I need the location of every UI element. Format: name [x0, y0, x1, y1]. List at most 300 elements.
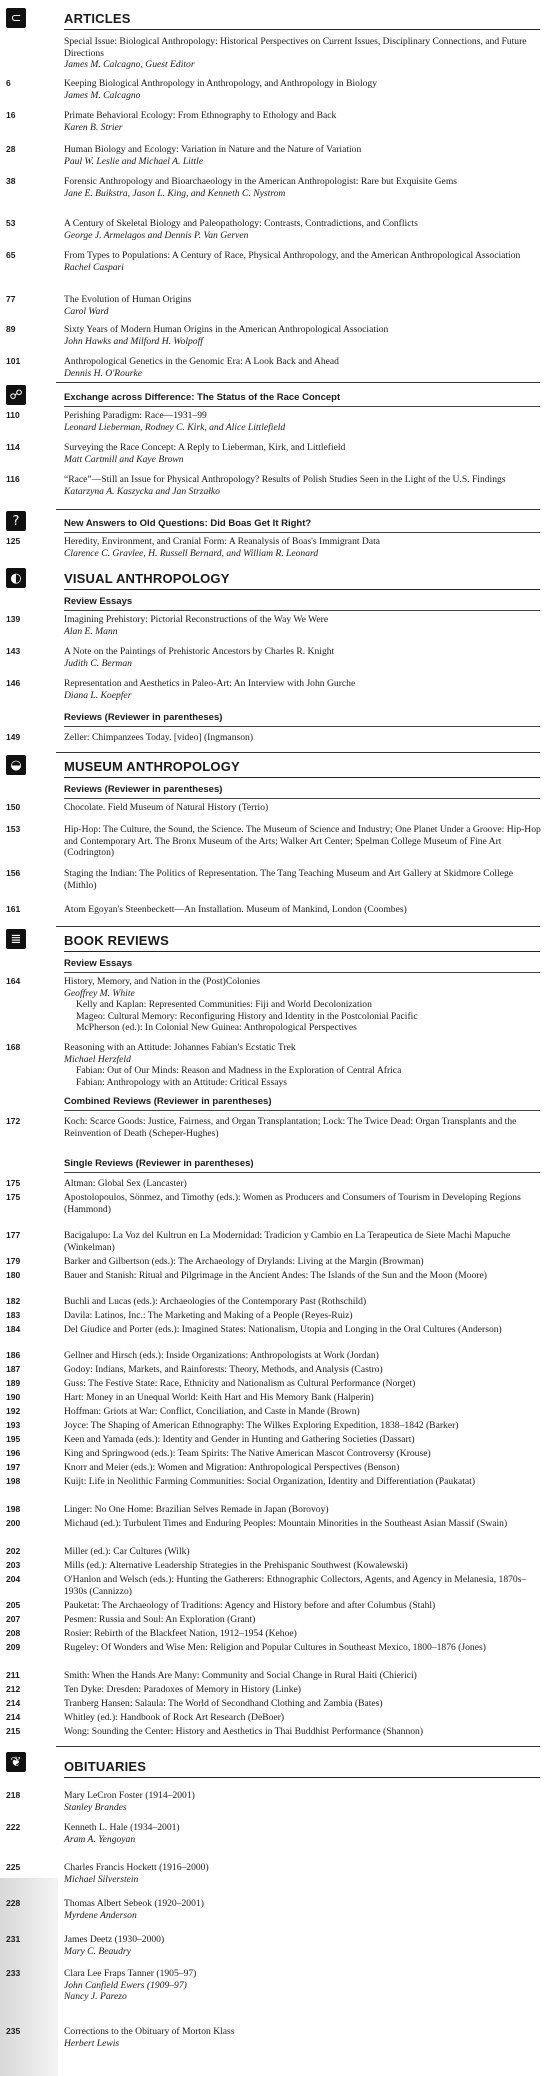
entry-authors: Stanley Brandes	[64, 1801, 127, 1813]
entry-body	[64, 1684, 542, 1696]
page-number: 212	[6, 1684, 21, 1694]
toc-entry	[0, 1546, 542, 1558]
entry-authors: Michael Herzfeld	[64, 1053, 131, 1065]
page-number: 214	[6, 1712, 21, 1722]
entry-body	[64, 1968, 542, 2003]
entry-title: Knorr and Meier (eds.): Women and Migration: Anthropological Perspectives (Benson)	[64, 1462, 400, 1473]
toc-entry	[0, 1448, 542, 1460]
entry-body	[64, 536, 542, 559]
page-number: 218	[6, 1790, 21, 1800]
toc-entry	[0, 536, 542, 559]
toc-entry	[0, 1790, 542, 1813]
toc-entry	[0, 678, 542, 701]
toc-entry	[0, 1518, 542, 1530]
entry-title: Primate Behavioral Ecology: From Ethnography to Ethology and Back	[64, 110, 337, 121]
entry-body	[64, 1898, 542, 1921]
toc-entry	[0, 868, 542, 891]
entry-authors: Jane E. Buikstra, Jason L. King, and Kenneth C. Nystrom	[64, 187, 286, 199]
entry-title: Clara Lee Fraps Tanner (1905–97)	[64, 1968, 197, 1979]
entry-body	[64, 646, 542, 669]
toc-entry	[0, 824, 542, 859]
toc-entry	[0, 1350, 542, 1362]
entry-body	[64, 1420, 542, 1432]
entry-authors: James M. Calcagno, Guest Editor	[64, 59, 195, 70]
entry-title: Guss: The Festive State: Race, Ethnicity and Nationalism as Cultural Performance (Norget)	[64, 1378, 416, 1389]
entry-body	[64, 1670, 542, 1682]
toc-entry	[0, 614, 542, 637]
page-number: 200	[6, 1518, 21, 1528]
entry-body	[64, 1822, 542, 1845]
toc-entry	[0, 410, 542, 433]
toc-entry	[0, 1178, 542, 1190]
entry-title: Hip-Hop: The Culture, the Sound, the Science. The Museum of Science and Industry; One Planet Under a Groove: Hip-Hop and Contemporary Art. The Bronx Museum of the Arts; Walker Art Center; Spelman College Museum of Fine Art (Codrington)	[64, 824, 541, 858]
question-icon: ?	[6, 511, 26, 531]
page-number: 139	[6, 614, 21, 624]
toc-entry	[0, 1726, 542, 1738]
toc-entry	[0, 324, 542, 347]
toc-entry	[0, 1406, 542, 1418]
entry-title: Imagining Prehistory: Pictorial Reconstructions of the Way We Were	[64, 614, 329, 625]
page-number: 183	[6, 1310, 21, 1320]
page-number: 172	[6, 1116, 21, 1126]
entry-body	[64, 868, 542, 891]
entry-body	[64, 1790, 542, 1813]
entry-body	[64, 2026, 542, 2049]
toc-entry	[0, 646, 542, 669]
page-number: 110	[6, 410, 20, 420]
entry-authors: George J. Armelagos and Dennis P. Van Gerven	[64, 229, 249, 241]
page-number: 156	[6, 868, 21, 878]
toc-entry	[0, 218, 542, 241]
toc-entry	[0, 1628, 542, 1640]
page-number: 179	[6, 1256, 21, 1266]
entry-body	[64, 1378, 542, 1390]
entry-body	[64, 904, 542, 916]
entry-title: Davila: Latinos, Inc.: The Marketing and Making of a People (Reyes-Ruiz)	[64, 1310, 353, 1321]
toc-entry	[0, 1230, 542, 1253]
entry-body	[64, 144, 542, 167]
page-number: 6	[6, 78, 11, 88]
entry-body	[64, 110, 542, 133]
entry-title: The Evolution of Human Origins	[64, 294, 192, 305]
subsection-heading: Review Essays	[64, 958, 540, 973]
page-number: 209	[6, 1642, 21, 1652]
entry-title: Ten Dyke: Dresden: Paradoxes of Memory in History (Linke)	[64, 1684, 301, 1695]
page-number: 233	[6, 1968, 21, 1978]
page-number: 180	[6, 1270, 21, 1280]
page-number: 196	[6, 1448, 21, 1458]
toc-entry	[0, 1504, 542, 1516]
toc-entry	[0, 1310, 542, 1322]
entry-title: Whitley (ed.): Handbook of Rock Art Research (DeBoer)	[64, 1712, 285, 1723]
page-number: 153	[6, 824, 21, 834]
section-heading: VISUAL ANTHROPOLOGY	[64, 572, 540, 590]
entry-body	[64, 1642, 542, 1654]
entry-body	[64, 1712, 542, 1724]
toc-entry	[0, 976, 542, 1034]
entry-title: Kenneth L. Hale (1934–2001)	[64, 1822, 180, 1833]
page-number: 189	[6, 1378, 21, 1388]
entry-body	[64, 442, 542, 465]
entry-title: Miller (ed.): Car Cultures (Wilk)	[64, 1546, 190, 1557]
entry-title: A Note on the Paintings of Prehistoric Ancestors by Charles R. Knight	[64, 646, 335, 657]
entry-title: Wong: Sounding the Center: History and Aesthetics in Thai Buddhist Performance (Shannon)	[64, 1726, 424, 1737]
entry-body	[64, 802, 542, 814]
toc-entry	[0, 1822, 542, 1845]
toc-entry	[0, 78, 542, 101]
entry-title: Hart: Money in an Unequal World: Keith Hart and His Memory Bank (Halperin)	[64, 1392, 374, 1403]
entry-authors: Nancy J. Parezo	[64, 1991, 127, 2002]
entry-title: Representation and Aesthetics in Paleo-Art: An Interview with John Gurche	[64, 678, 356, 689]
entry-body	[64, 1350, 542, 1362]
entry-body	[64, 1178, 542, 1190]
entry-body	[64, 1116, 542, 1139]
reviewed-work: Fabian: Anthropology with an Attitude: Critical Essays	[76, 1076, 288, 1088]
subsection-heading: New Answers to Old Questions: Did Boas Get It Right?	[64, 518, 540, 533]
entry-title: Special Issue: Biological Anthropology: Historical Perspectives on Current Issues, Disciplinary Connections, and Future Directions	[64, 36, 527, 59]
toc-entry	[0, 1420, 542, 1432]
entry-body	[64, 36, 542, 71]
entry-authors: Judith C. Berman	[64, 657, 132, 669]
entry-title: Surveying the Race Concept: A Reply to Lieberman, Kirk, and Littlefield	[64, 442, 346, 453]
page-number: 207	[6, 1614, 21, 1624]
reviewed-work: Fabian: Out of Our Minds: Reason and Madness in the Exploration of Central Africa	[76, 1065, 402, 1076]
toc-entry	[0, 1042, 542, 1088]
entry-body	[64, 1862, 542, 1885]
page-number: 228	[6, 1898, 21, 1908]
page-number: 16	[6, 110, 16, 120]
toc-entry	[0, 442, 542, 465]
reviewed-work: Kelly and Kaplan: Represented Communities: Fiji and World Decolonization	[76, 999, 372, 1010]
entry-body	[64, 1256, 542, 1268]
entry-title: Mills (ed.): Alternative Leadership Strategies in the Prehispanic Southwest (Kowalewski)	[64, 1560, 408, 1571]
entry-title: Pauketat: The Archaeology of Traditions: Agency and History before and after Columbus (Stahl)	[64, 1600, 436, 1611]
entry-body	[64, 1310, 542, 1322]
entry-body	[64, 176, 542, 199]
page-number: 193	[6, 1420, 21, 1430]
toc-entry	[0, 1712, 542, 1724]
entry-title: Sixty Years of Modern Human Origins in the American Anthropological Association	[64, 324, 389, 335]
entry-title: Pesmen: Russia and Soul: An Exploration (Grant)	[64, 1614, 256, 1625]
entry-authors: Clarence C. Gravlee, H. Russell Bernard, and William R. Leonard	[64, 547, 319, 559]
toc-entry	[0, 1462, 542, 1474]
entry-body	[64, 678, 542, 701]
entry-title: Kuijt: Life in Neolithic Farming Communities: Social Organization, Identity and Differentiation (Paukatat)	[64, 1476, 476, 1487]
entry-body	[64, 78, 542, 101]
entry-title: Apostolopoulos, Sönmez, and Timothy (eds.): Women as Producers and Consumers of Tourism in Developing Regions (Hammond)	[64, 1192, 521, 1215]
entry-title: Joyce: The Shaping of American Ethnography: The Wilkes Exploring Expedition, 1838–1842 (Barker)	[64, 1420, 459, 1431]
toc-entry	[0, 110, 542, 133]
reviewed-work: Mageo: Cultural Memory: Reconfiguring History and Identity in the Postcolonial Pacific	[76, 1010, 418, 1022]
entry-authors: John Hawks and Milford H. Wolpoff	[64, 335, 203, 347]
entry-authors: Carol Ward	[64, 305, 109, 317]
page-number: 143	[6, 646, 21, 656]
toc-entry	[0, 294, 542, 317]
entry-body	[64, 1600, 542, 1612]
toc-entry	[0, 474, 542, 497]
page-number: 101	[6, 356, 21, 366]
entry-title: “Race”—Still an Issue for Physical Anthropology? Results of Polish Studies Seen in the Light of the U.S. Findings	[64, 474, 506, 485]
entry-title: Zeller: Chimpanzees Today. [video] (Ingmanson)	[64, 732, 254, 743]
museum-icon: ◒	[6, 755, 26, 775]
toc-entry	[0, 1192, 542, 1215]
entry-authors: Herbert Lewis	[64, 2037, 120, 2049]
entry-title: Rugeley: Of Wonders and Wise Men: Religion and Popular Cultures in Southeast Mexico, 1800–1876 (Jones)	[64, 1642, 486, 1653]
toc-entry	[0, 802, 542, 814]
obituary-icon: ❦	[6, 1752, 26, 1772]
entry-title: Human Biology and Ecology: Variation in Nature and the Nature of Variation	[64, 144, 362, 155]
entry-title: Staging the Indian: The Politics of Representation. The Tang Teaching Museum and Art Gallery at Skidmore College (Mithlo)	[64, 868, 514, 891]
entry-authors: Karen B. Strier	[64, 121, 123, 133]
entry-body	[64, 1042, 542, 1088]
entry-authors: Diana L. Koepfer	[64, 689, 132, 701]
entry-title: Bauer and Stanish: Ritual and Pilgrimage in the Ancient Andes: The Islands of the Sun and the Moon (Moore)	[64, 1270, 487, 1281]
section-divider	[56, 926, 540, 927]
book-icon: ≣	[6, 929, 26, 949]
toc-entry	[0, 1684, 542, 1696]
toc-entry	[0, 1434, 542, 1446]
entry-body	[64, 1574, 542, 1597]
toc-entry	[0, 1574, 542, 1597]
entry-title: Buchli and Lucas (eds.): Archaeologies of the Contemporary Past (Rothschild)	[64, 1296, 367, 1307]
entry-body	[64, 1296, 542, 1308]
toc-entry	[0, 732, 542, 744]
entry-body	[64, 410, 542, 433]
entry-title: Keen and Yamada (eds.): Identity and Gender in Hunting and Gathering Societies (Dassart)	[64, 1434, 415, 1445]
subsection-heading: Review Essays	[64, 596, 540, 611]
page-number: 187	[6, 1364, 21, 1374]
entry-body	[64, 1546, 542, 1558]
page-number: 198	[6, 1476, 21, 1486]
page-number: 182	[6, 1296, 21, 1306]
entry-title: Reasoning with an Attitude: Johannes Fabian's Ecstatic Trek	[64, 1042, 296, 1053]
entry-title: Linger: No One Home: Brazilian Selves Remade in Japan (Borovoy)	[64, 1504, 329, 1515]
page-number: 190	[6, 1392, 21, 1402]
entry-title: From Types to Populations: A Century of Race, Physical Anthropology, and the American Anthropological Association	[64, 250, 521, 261]
page-number: 198	[6, 1504, 21, 1514]
toc-entry	[0, 36, 542, 71]
page-number: 125	[6, 536, 21, 546]
toc-entry	[0, 1378, 542, 1390]
entry-title: Atom Egoyan's Steenbeckett—An Installation. Museum of Mankind, London (Coombes)	[64, 904, 407, 915]
page-number: 161	[6, 904, 21, 914]
entry-title: Gellner and Hirsch (eds.): Inside Organizations: Anthropologists at Work (Jordan)	[64, 1350, 379, 1361]
entry-body	[64, 218, 542, 241]
entry-title: Keeping Biological Anthropology in Anthropology, and Anthropology in Biology	[64, 78, 378, 89]
toc-entry	[0, 356, 542, 379]
entry-title: Del Giudice and Porter (eds.): Imagined States: Nationalism, Utopia and Longing in the Oral Cultures (Anderson)	[64, 1324, 502, 1335]
toc-entry	[0, 1968, 542, 2003]
section-heading: BOOK REVIEWS	[64, 934, 540, 952]
toc-entry	[0, 1642, 542, 1654]
page-number: 203	[6, 1560, 21, 1570]
entry-title: Koch: Scarce Goods: Justice, Fairness, and Organ Transplantation; Lock: The Twice Dead: Organ Transplants and the Reinvention of Death (Scheper-Hughes)	[64, 1116, 517, 1139]
page-number: 214	[6, 1698, 21, 1708]
entry-title: James Deetz (1930–2000)	[64, 1934, 165, 1945]
toc-entry	[0, 176, 542, 199]
page-number: 235	[6, 2026, 21, 2036]
toc-entry	[0, 1898, 542, 1921]
entry-body	[64, 1270, 542, 1282]
entry-title: Corrections to the Obituary of Morton Klass	[64, 2026, 235, 2037]
entry-title: Tranberg Hansen: Salaula: The World of Secondhand Clothing and Zambia (Bates)	[64, 1698, 383, 1709]
page-number: 184	[6, 1324, 21, 1334]
entry-body	[64, 1614, 542, 1626]
toc-entry	[0, 1560, 542, 1572]
entry-authors: Geoffrey M. White	[64, 987, 135, 999]
toc-entry	[0, 2026, 542, 2049]
entry-title: O'Hanlon and Welsch (eds.): Hunting the Gatherers: Ethnographic Collectors, Agents, and Agency in Melanesia, 1870s–1930s (Cannizzo)	[64, 1574, 527, 1597]
toc-entry	[0, 1270, 542, 1282]
section-divider	[56, 509, 540, 510]
toc-entry	[0, 1256, 542, 1268]
page-number: 222	[6, 1822, 21, 1832]
entry-title: Michaud (ed.): Turbulent Times and Enduring Peoples: Mountain Minorities in the Southeast Asian Massif (Swain)	[64, 1518, 508, 1529]
entry-body	[64, 1560, 542, 1572]
page-number: 215	[6, 1726, 21, 1736]
entry-authors: Rachel Caspari	[64, 261, 124, 273]
entry-authors: Paul W. Leslie and Michael A. Little	[64, 155, 204, 167]
entry-body	[64, 1698, 542, 1710]
subsection-heading: Combined Reviews (Reviewer in parentheses)	[64, 1096, 540, 1111]
toc-entry	[0, 1670, 542, 1682]
entry-body	[64, 1448, 542, 1460]
section-divider	[56, 752, 540, 753]
chain-link-icon: ☍	[6, 385, 26, 405]
entry-authors: Michael Silverstein	[64, 1873, 139, 1885]
entry-body	[64, 474, 542, 497]
entry-title: Hoffman: Griots at War: Conflict, Conciliation, and Caste in Mande (Brown)	[64, 1406, 360, 1417]
entry-title: Altman: Global Sex (Lancaster)	[64, 1178, 187, 1189]
entry-authors: Alan E. Mann	[64, 625, 118, 637]
toc-entry	[0, 1698, 542, 1710]
entry-title: Bacigalupo: La Voz del Kultrun en La Modernidad: Tradicion y Cambio en La Terapeutica de Siete Machi Mapuche (Winkelman)	[64, 1230, 511, 1253]
entry-body	[64, 824, 542, 859]
entry-body	[64, 1476, 542, 1488]
entry-body	[64, 976, 542, 1034]
entry-title: Smith: When the Hands Are Many: Community and Social Change in Rural Haiti (Chierici)	[64, 1670, 417, 1681]
toc-entry	[0, 144, 542, 167]
toc-entry	[0, 1116, 542, 1139]
entry-title: Heredity, Environment, and Cranial Form: A Reanalysis of Boas's Immigrant Data	[64, 536, 381, 547]
section-heading: MUSEUM ANTHROPOLOGY	[64, 760, 540, 778]
page-number: 202	[6, 1546, 21, 1556]
toc-entry	[0, 1296, 542, 1308]
page-number: 231	[6, 1934, 21, 1944]
entry-title: A Century of Skeletal Biology and Paleopathology: Contrasts, Contradictions, and Conflicts	[64, 218, 418, 229]
entry-body	[64, 324, 542, 347]
toc-entry	[0, 1392, 542, 1404]
section-divider	[56, 1746, 540, 1747]
entry-body	[64, 1324, 542, 1336]
entry-authors: Leonard Lieberman, Rodney C. Kirk, and Alice Littlefield	[64, 421, 286, 433]
toc-entry	[0, 1614, 542, 1626]
page-number: 116	[6, 474, 20, 484]
page-number: 149	[6, 732, 21, 742]
entry-authors: John Canfield Ewers (1909–97)	[64, 1979, 187, 1991]
entry-body	[64, 1518, 542, 1530]
page-number: 177	[6, 1230, 21, 1240]
section-divider	[56, 382, 540, 383]
subsection-heading: Exchange across Difference: The Status of the Race Concept	[64, 392, 540, 407]
page-number: 208	[6, 1628, 21, 1638]
entry-body	[64, 356, 542, 379]
entry-title: Mary LeCron Foster (1914–2001)	[64, 1790, 195, 1801]
subsection-heading: Reviews (Reviewer in parentheses)	[64, 784, 540, 799]
entry-title: Godoy: Indians, Markets, and Rainforests: Theory, Methods, and Analysis (Castro)	[64, 1364, 383, 1375]
toc-entry	[0, 1600, 542, 1612]
page-number: 89	[6, 324, 16, 334]
page-number: 150	[6, 802, 21, 812]
entry-authors: Mary C. Beaudry	[64, 1945, 131, 1957]
entry-authors: Matt Cartmill and Kaye Brown	[64, 453, 184, 465]
reviewed-work: McPherson (ed.): In Colonial New Guinea: Anthropological Perspectives	[76, 1022, 357, 1033]
entry-title: Forensic Anthropology and Bioarchaeology in the American Anthropologist: Rare but Exquisite Gems	[64, 176, 458, 187]
entry-body	[64, 1628, 542, 1640]
entry-authors: Myrdene Anderson	[64, 1909, 137, 1921]
page-number: 65	[6, 250, 16, 260]
toc-entry	[0, 1364, 542, 1376]
page-number: 53	[6, 218, 16, 228]
page-number: 168	[6, 1042, 21, 1052]
page-number: 175	[6, 1178, 21, 1188]
page-number: 205	[6, 1600, 21, 1610]
entry-title: King and Springwood (eds.): Team Spirits: The Native American Mascot Controversy (Krouse)	[64, 1448, 431, 1459]
entry-authors: Katarzyna A. Kaszycka and Jan Strzałko	[64, 485, 220, 497]
entry-title: Thomas Albert Sebeok (1920–2001)	[64, 1898, 204, 1909]
entry-body	[64, 1364, 542, 1376]
entry-body	[64, 1406, 542, 1418]
entry-title: Rosier: Rebirth of the Blackfeet Nation, 1912–1954 (Kehoe)	[64, 1628, 297, 1639]
entry-title: Anthropological Genetics in the Genomic Era: A Look Back and Ahead	[64, 356, 339, 367]
toc-entry	[0, 1934, 542, 1957]
entry-body	[64, 1392, 542, 1404]
entry-title: History, Memory, and Nation in the (Post)Colonies	[64, 976, 260, 987]
toc-entry	[0, 250, 542, 273]
entry-body	[64, 250, 542, 273]
page-number: 146	[6, 678, 21, 688]
chain-icon: ⊂	[6, 8, 26, 28]
entry-authors: Aram A. Yengoyan	[64, 1833, 136, 1845]
section-heading: ARTICLES	[64, 12, 540, 30]
page-number: 28	[6, 144, 16, 154]
page-number: 175	[6, 1192, 21, 1202]
toc-entry	[0, 1324, 542, 1336]
toc-entry	[0, 904, 542, 916]
entry-authors: Dennis H. O'Rourke	[64, 367, 142, 379]
entry-body	[64, 1462, 542, 1474]
page-number: 77	[6, 294, 16, 304]
entry-title: Barker and Gilbertson (eds.): The Archaeology of Drylands: Living at the Margin (Browman)	[64, 1256, 424, 1267]
entry-body	[64, 1192, 542, 1215]
page-number: 225	[6, 1862, 21, 1872]
entry-authors: James M. Calcagno	[64, 89, 141, 101]
page-number: 114	[6, 442, 20, 452]
page-number: 195	[6, 1434, 21, 1444]
entry-body	[64, 1230, 542, 1253]
subsection-heading: Reviews (Reviewer in parentheses)	[64, 712, 540, 727]
page-number: 164	[6, 976, 21, 986]
page-number: 38	[6, 176, 16, 186]
entry-body	[64, 1434, 542, 1446]
toc-entry	[0, 1862, 542, 1885]
page-number: 186	[6, 1350, 21, 1360]
entry-body	[64, 1504, 542, 1516]
page-number: 192	[6, 1406, 21, 1416]
section-heading: OBITUARIES	[64, 1760, 540, 1778]
entry-title: Perishing Paradigm: Race—1931–99	[64, 410, 207, 421]
entry-title: Charles Francis Hockett (1916–2000)	[64, 1862, 209, 1873]
